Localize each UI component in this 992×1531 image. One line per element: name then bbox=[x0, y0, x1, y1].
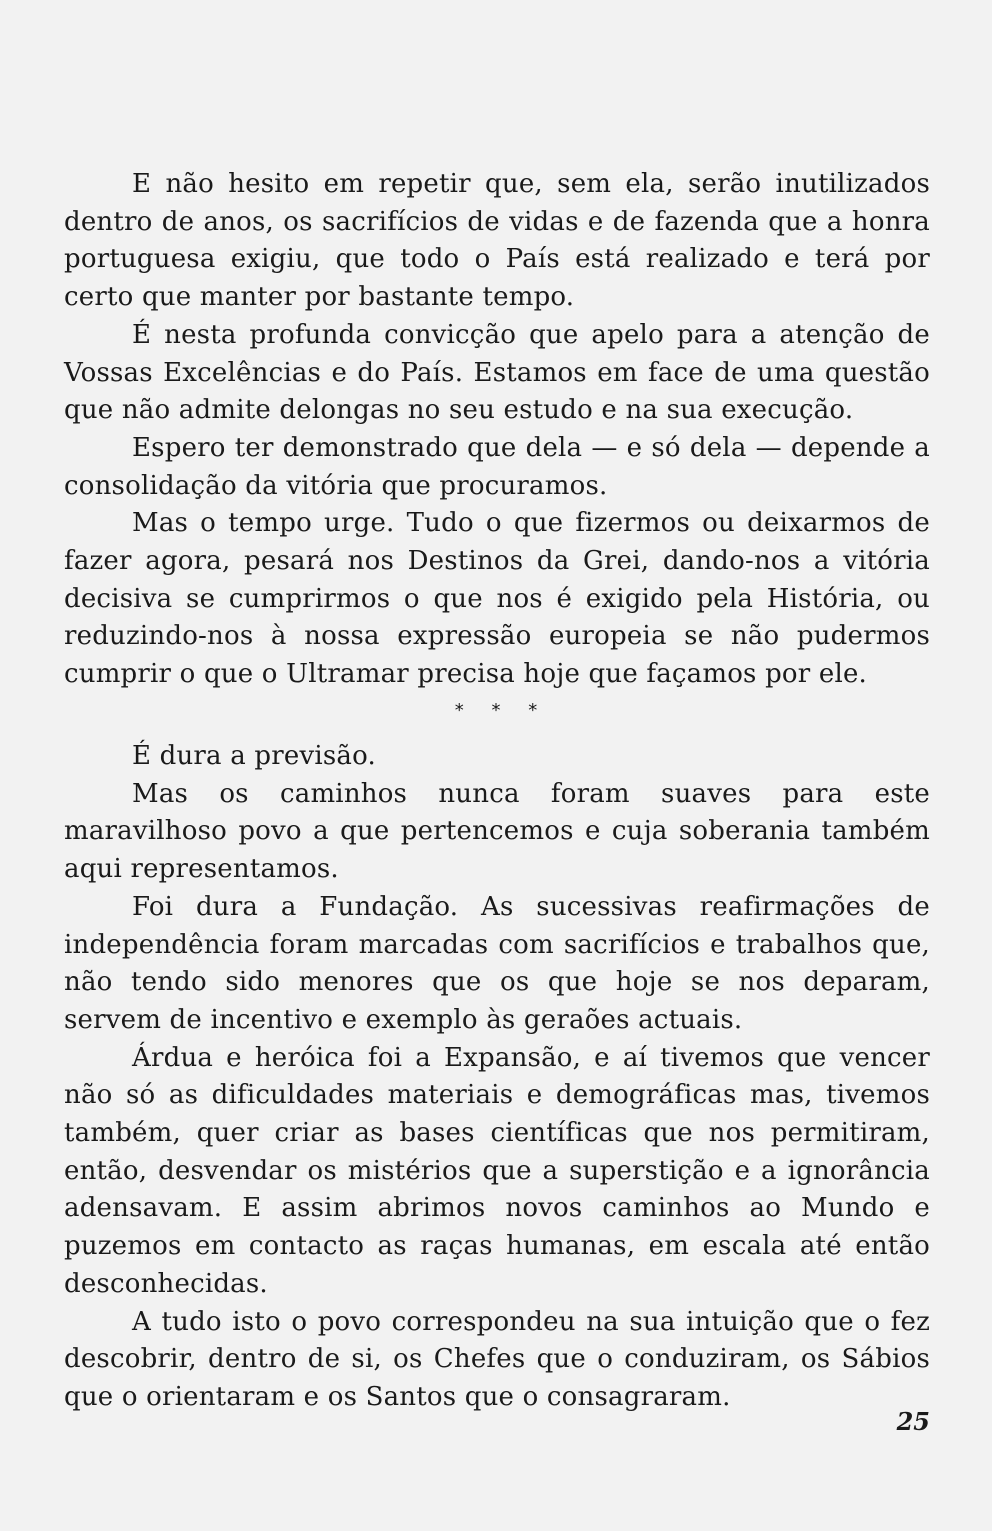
paragraph: Mas os caminhos nunca foram suaves para este maravilhoso povo a que pertencemos e cuja soberania também aqui representamos. bbox=[64, 778, 930, 885]
paragraph: E não hesito em repetir que, sem ela, serão inutilizados dentro de anos, os sacrifícios de vidas e de fazenda que a honra portuguesa exigiu, que todo o País está realizado e terá por certo que manter por bastante tempo. bbox=[64, 169, 930, 313]
paragraph: Foi dura a Fundação. As sucessivas reafirmações de independência foram marcadas com sacrifícios e trabalhos que, não tendo sido menores que os que hoje se nos deparam, servem de incentivo e exemplo às geraões actuais. bbox=[64, 891, 930, 1035]
section-separator-asterisks: * * * bbox=[454, 700, 538, 721]
paragraph: Árdua e heróica foi a Expansão, e aí tivemos que vencer não só as dificuldades materiais e demográficas mas, tivemos também, quer criar as bases científicas que nos permitiram, então, desvendar os mistérios que a superstição e a ignorância adensavam. E assim abrimos novos caminhos ao Mundo e puzemos em contacto as raças humanas, em escala até então desconhecidas. bbox=[64, 1042, 930, 1299]
section-after-separator bbox=[64, 738, 930, 1417]
paragraph: É dura a previsão. bbox=[132, 741, 376, 771]
paragraph: Espero ter demonstrado que dela — e só dela — depende a consolidação da vitória que procuramos. bbox=[64, 432, 930, 501]
paragraph: A tudo isto o povo correspondeu na sua intuição que o fez descobrir, dentro de si, os Chefes que o conduziram, os Sábios que o orientaram e os Santos que o consagraram. bbox=[64, 1306, 930, 1412]
paragraph: É nesta profunda convicção que apelo para a atenção de Vossas Excelências e do País. Estamos em face de uma questão que não admite delongas no seu estudo e na sua execução. bbox=[64, 319, 930, 426]
page-number: 25 bbox=[896, 1407, 930, 1436]
paragraph: Mas o tempo urge. Tudo o que fizermos ou deixarmos de fazer agora, pesará nos Destinos da Grei, dando-nos a vitória decisiva se cumprirmos o que nos é exigido pela História, ou reduzindo-nos à nossa expressão europeia se não pudermos cumprir o que o Ultramar precisa hoje que façamos por ele. bbox=[64, 508, 930, 690]
section-before-separator bbox=[64, 166, 930, 694]
